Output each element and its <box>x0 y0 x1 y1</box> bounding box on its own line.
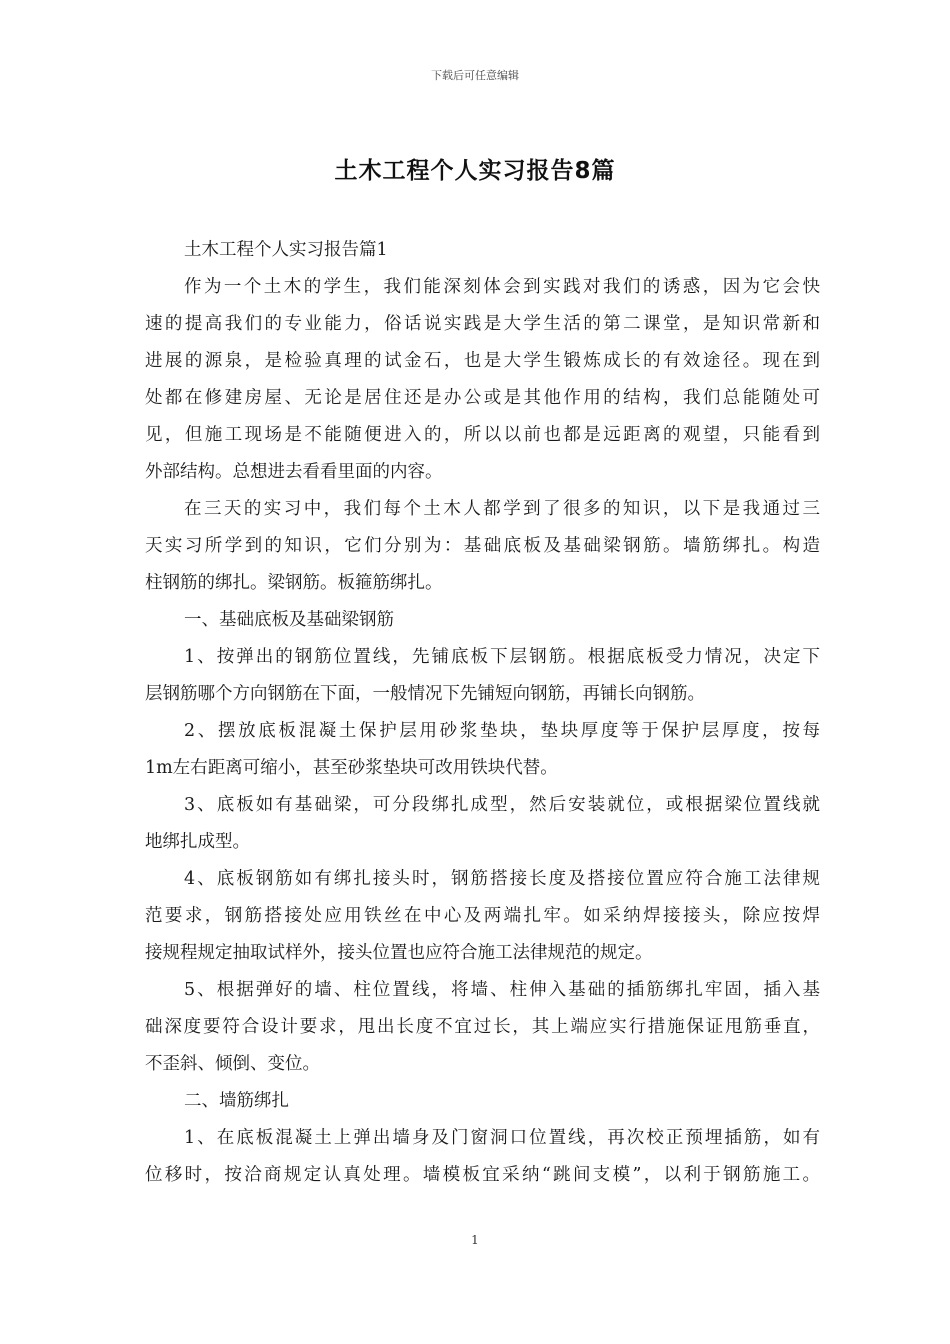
document-body <box>145 232 820 1194</box>
text-line: 不歪斜、倾倒、变位。 <box>145 1054 320 1074</box>
text-line: 一、基础底板及基础梁钢筋 <box>184 610 394 630</box>
text-line: 处都在修建房屋、无论是居住还是办公或是其他作用的结构，我们总能随处可 <box>145 388 820 408</box>
text-line: 范要求，钢筋搭接处应用铁丝在中心及两端扎牢。如采纳焊接接头，除应按焊 <box>145 906 820 926</box>
text-line: 柱钢筋的绑扎。梁钢筋。板箍筋绑扎。 <box>145 573 443 593</box>
text-line: 础深度要符合设计要求，甩出长度不宜过长，其上端应实行措施保证甩筋垂直， <box>145 1017 820 1037</box>
text-line: 层钢筋哪个方向钢筋在下面，一般情况下先铺短向钢筋，再铺长向钢筋。 <box>145 684 705 704</box>
page-number: 1 <box>471 1233 479 1247</box>
text-line: 进展的源泉，是检验真理的试金石，也是大学生锻炼成长的有效途径。现在到 <box>145 351 820 371</box>
text-line: 作为一个土木的学生，我们能深刻体会到实践对我们的诱惑，因为它会快 <box>184 277 820 297</box>
text-line: 1m左右距离可缩小，甚至砂浆垫块可改用铁块代替。 <box>145 758 558 778</box>
text-line: 4、底板钢筋如有绑扎接头时，钢筋搭接长度及搭接位置应符合施工法律规 <box>184 869 820 889</box>
text-line: 3、底板如有基础梁，可分段绑扎成型，然后安装就位，或根据梁位置线就 <box>184 795 820 815</box>
text-line: 位移时，按洽商规定认真处理。墙模板宜采纳“跳间支模”，以利于钢筋施工。 <box>145 1165 820 1185</box>
text-line: 1、按弹出的钢筋位置线，先铺底板下层钢筋。根据底板受力情况，决定下 <box>184 647 820 667</box>
text-line: 二、墙筋绑扎 <box>184 1091 289 1111</box>
page-header: 下载后可任意编辑 <box>431 69 519 82</box>
text-line: 接规程规定抽取试样外，接头位置也应符合施工法律规范的规定。 <box>145 943 653 963</box>
text-line: 2、摆放底板混凝土保护层用砂浆垫块，垫块厚度等于保护层厚度，按每 <box>184 721 820 741</box>
text-line: 速的提高我们的专业能力，俗话说实践是大学生活的第二课堂，是知识常新和 <box>145 314 820 334</box>
document-title: 土木工程个人实习报告8篇 <box>334 158 616 184</box>
text-line: 土木工程个人实习报告篇1 <box>184 240 388 260</box>
text-line: 5、根据弹好的墙、柱位置线，将墙、柱伸入基础的插筋绑扎牢固，插入基 <box>184 980 820 1000</box>
text-line: 1、在底板混凝土上弹出墙身及门窗洞口位置线，再次校正预埋插筋，如有 <box>184 1128 820 1148</box>
text-line: 地绑扎成型。 <box>145 832 250 852</box>
text-line: 天实习所学到的知识，它们分别为：基础底板及基础梁钢筋。墙筋绑扎。构造 <box>145 536 820 556</box>
text-line: 外部结构。总想进去看看里面的内容。 <box>145 462 443 482</box>
text-line: 在三天的实习中，我们每个土木人都学到了很多的知识，以下是我通过三 <box>184 499 820 519</box>
text-line: 见，但施工现场是不能随便进入的，所以以前也都是远距离的观望，只能看到 <box>145 425 820 445</box>
